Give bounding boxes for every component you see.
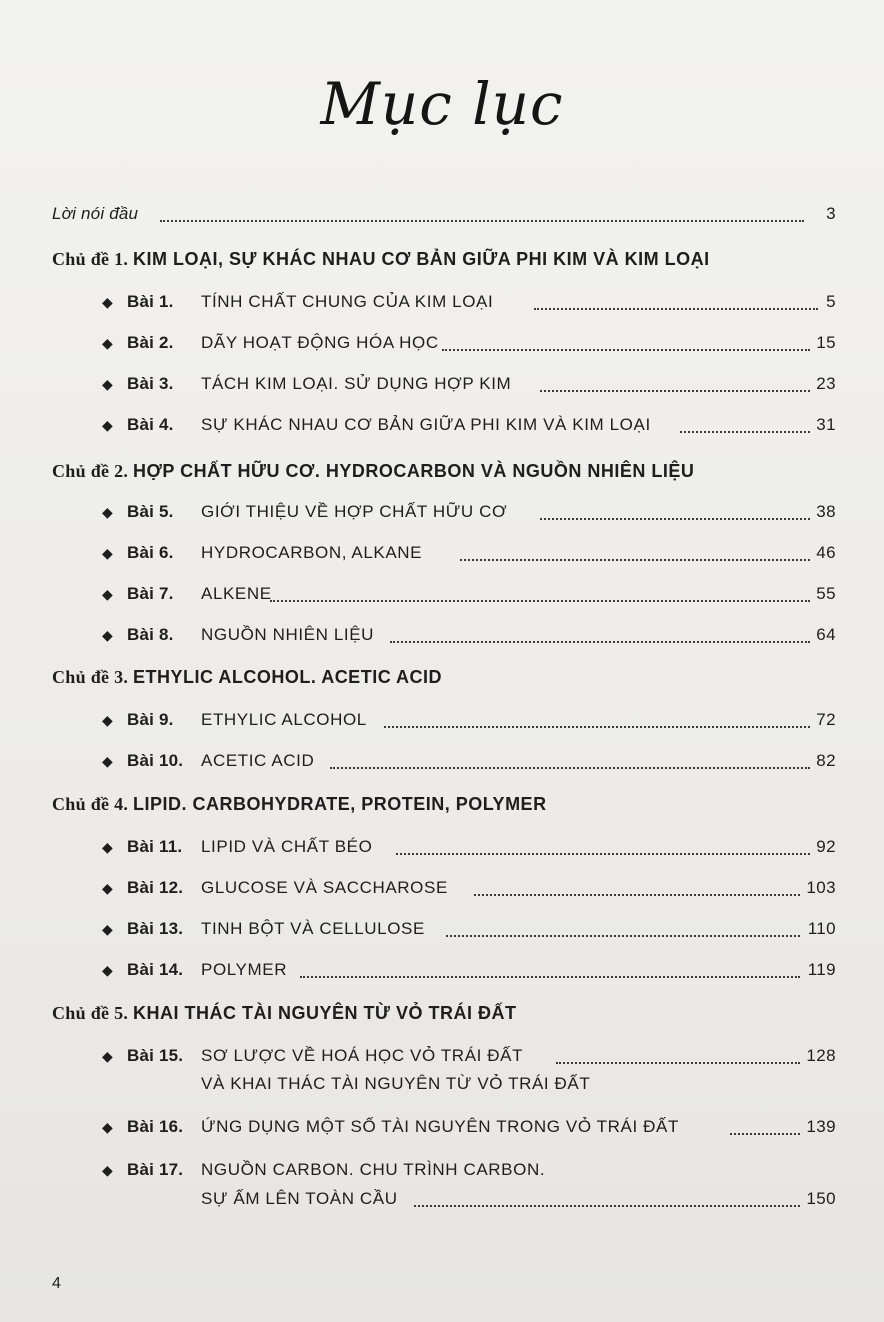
toc-entry[interactable] [0, 1155, 884, 1185]
toc-entry[interactable] [0, 497, 884, 527]
dot-leader [534, 308, 818, 310]
page-ref: 38 [816, 502, 836, 521]
lesson-number: Bài 11. [127, 837, 183, 856]
dot-leader [384, 726, 810, 728]
topic-title: LIPID. CARBOHYDRATE, PROTEIN, POLYMER [133, 794, 547, 814]
topic-heading-4[interactable] [52, 788, 852, 820]
lesson-title: ETHYLIC ALCOHOL [201, 710, 367, 729]
bullet-diamond-icon: ◆ [102, 545, 113, 561]
lesson-number: Bài 2. [127, 333, 174, 352]
lesson-number: Bài 3. [127, 374, 174, 393]
bullet-diamond-icon: ◆ [102, 417, 113, 433]
dot-leader [396, 853, 810, 855]
lesson-number: Bài 12. [127, 878, 184, 897]
toc-entry[interactable] [0, 1041, 884, 1071]
lesson-title: NGUỒN CARBON. CHU TRÌNH CARBON. [201, 1160, 546, 1179]
lesson-number: Bài 6. [127, 543, 174, 562]
page-ref: 5 [826, 292, 836, 311]
dot-leader [330, 767, 810, 769]
bullet-diamond-icon: ◆ [102, 753, 113, 769]
dot-leader [540, 390, 810, 392]
lesson-title: ACETIC ACID [201, 751, 315, 770]
page-title: Mục lục [320, 70, 564, 138]
lesson-title: ỨNG DỤNG MỘT SỐ TÀI NGUYÊN TRONG VỎ TRÁI ĐẤT [201, 1117, 679, 1136]
dot-leader [160, 220, 804, 222]
lesson-title: SƠ LƯỢC VỀ HOÁ HỌC VỎ TRÁI ĐẤT [201, 1046, 524, 1065]
toc-entry-continuation [0, 1069, 884, 1099]
dot-leader [300, 976, 800, 978]
lesson-title: TINH BỘT VÀ CELLULOSE [201, 919, 425, 938]
bullet-diamond-icon: ◆ [102, 335, 113, 351]
dot-leader [540, 518, 810, 520]
page-ref: 82 [816, 751, 836, 770]
bullet-diamond-icon: ◆ [102, 962, 113, 978]
bullet-diamond-icon: ◆ [102, 712, 113, 728]
bullet-diamond-icon: ◆ [102, 627, 113, 643]
lesson-number: Bài 1. [127, 292, 174, 311]
toc-entry[interactable] [0, 746, 884, 776]
dot-leader [442, 349, 810, 351]
page-ref: 46 [816, 543, 836, 562]
page-ref: 139 [806, 1117, 836, 1136]
topic-prefix: Chủ đề 3. [52, 667, 134, 687]
lesson-title: TÍNH CHẤT CHUNG CỦA KIM LOẠI [201, 292, 494, 311]
dot-leader [460, 559, 810, 561]
page-ref: 128 [806, 1046, 836, 1065]
toc-entry[interactable] [0, 832, 884, 862]
topic-heading-2[interactable] [52, 455, 852, 487]
topic-prefix: Chủ đề 4. [52, 794, 134, 814]
toc-entry[interactable] [0, 328, 884, 358]
page-ref: 15 [816, 333, 836, 352]
dot-leader [556, 1062, 800, 1064]
dot-leader [474, 894, 800, 896]
toc-entry[interactable] [0, 579, 884, 609]
bullet-diamond-icon: ◆ [102, 839, 113, 855]
page-ref: 119 [807, 960, 836, 979]
lesson-number: Bài 13. [127, 919, 184, 938]
dot-leader [730, 1133, 800, 1135]
topic-heading-5[interactable] [52, 997, 852, 1029]
bullet-diamond-icon: ◆ [102, 504, 113, 520]
lesson-number: Bài 15. [127, 1046, 184, 1065]
dot-leader [680, 431, 810, 433]
lesson-title: HYDROCARBON, ALKANE [201, 543, 423, 562]
lesson-number: Bài 16. [127, 1117, 184, 1136]
page-ref: 3 [826, 204, 836, 223]
topic-heading-3[interactable] [52, 661, 852, 693]
lesson-title: TÁCH KIM LOẠI. SỬ DỤNG HỢP KIM [201, 374, 512, 393]
lesson-number: Bài 10. [127, 751, 184, 770]
toc-entry[interactable] [0, 1112, 884, 1142]
lesson-title: GLUCOSE VÀ SACCHAROSE [201, 878, 448, 897]
lesson-title: DÃY HOẠT ĐỘNG HÓA HỌC [201, 333, 439, 352]
lesson-title: NGUỒN NHIÊN LIỆU [201, 625, 375, 644]
lesson-number: Bài 9. [127, 710, 174, 729]
bullet-diamond-icon: ◆ [102, 586, 113, 602]
page-ref: 103 [806, 878, 836, 897]
topic-prefix: Chủ đề 5. [52, 1003, 134, 1023]
bullet-diamond-icon: ◆ [102, 921, 113, 937]
page-ref: 110 [807, 919, 836, 938]
lesson-number: Bài 17. [127, 1160, 184, 1179]
lesson-title-cont: VÀ KHAI THÁC TÀI NGUYÊN TỪ VỎ TRÁI ĐẤT [201, 1074, 591, 1093]
dot-leader [270, 600, 810, 602]
lesson-number: Bài 14. [127, 960, 184, 979]
topic-prefix: Chủ đề 1. [52, 249, 134, 269]
page-ref: 23 [816, 374, 836, 393]
topic-prefix: Chủ đề 2. [52, 461, 134, 481]
dot-leader [446, 935, 800, 937]
bullet-diamond-icon: ◆ [102, 1119, 113, 1135]
bullet-diamond-icon: ◆ [102, 880, 113, 896]
topic-title: ETHYLIC ALCOHOL. ACETIC ACID [133, 667, 443, 687]
toc-entry[interactable] [0, 620, 884, 650]
dot-leader [414, 1205, 800, 1207]
bullet-diamond-icon: ◆ [102, 294, 113, 310]
toc-entry[interactable] [0, 873, 884, 903]
lesson-title: GIỚI THIỆU VỀ HỢP CHẤT HỮU CƠ [201, 502, 508, 521]
lesson-title: LIPID VÀ CHẤT BÉO [201, 837, 373, 856]
page-ref: 72 [816, 710, 836, 729]
page-ref: 64 [816, 625, 836, 644]
bullet-diamond-icon: ◆ [102, 376, 113, 392]
toc-entry-continuation [0, 1184, 884, 1214]
toc-entry[interactable] [0, 369, 884, 399]
topic-title: HỢP CHẤT HỮU CƠ. HYDROCARBON VÀ NGUỒN NHIÊN LIỆU [133, 461, 695, 481]
dot-leader [390, 641, 810, 643]
page-ref: 31 [816, 415, 836, 434]
toc-entry[interactable] [0, 538, 884, 568]
lesson-title: SỰ KHÁC NHAU CƠ BẢN GIỮA PHI KIM VÀ KIM LOẠI [201, 415, 651, 434]
lesson-number: Bài 7. [127, 584, 174, 603]
page-ref: 150 [806, 1189, 836, 1208]
toc-entry[interactable] [0, 914, 884, 944]
toc-entry[interactable] [0, 955, 884, 985]
toc-entry[interactable] [0, 705, 884, 735]
page-number: 4 [52, 1275, 61, 1292]
topic-title: KHAI THÁC TÀI NGUYÊN TỪ VỎ TRÁI ĐẤT [133, 1003, 517, 1023]
lesson-number: Bài 4. [127, 415, 174, 434]
toc-entry[interactable] [0, 410, 884, 440]
page-ref: 92 [816, 837, 836, 856]
toc-entry[interactable] [0, 287, 884, 317]
bullet-diamond-icon: ◆ [102, 1048, 113, 1064]
topic-title: KIM LOẠI, SỰ KHÁC NHAU CƠ BẢN GIỮA PHI KIM VÀ KIM LOẠI [133, 249, 710, 269]
page-ref: 55 [816, 584, 836, 603]
lesson-number: Bài 5. [127, 502, 174, 521]
lesson-number: Bài 8. [127, 625, 174, 644]
topic-heading-1[interactable] [52, 243, 852, 275]
bullet-diamond-icon: ◆ [102, 1162, 113, 1178]
lesson-title: POLYMER [201, 960, 288, 979]
lesson-title-cont: SỰ ẤM LÊN TOÀN CẦU [201, 1189, 398, 1208]
intro-label: Lời nói đầu [52, 204, 139, 223]
toc-intro[interactable] [0, 199, 884, 229]
lesson-title: ALKENE [201, 584, 272, 603]
